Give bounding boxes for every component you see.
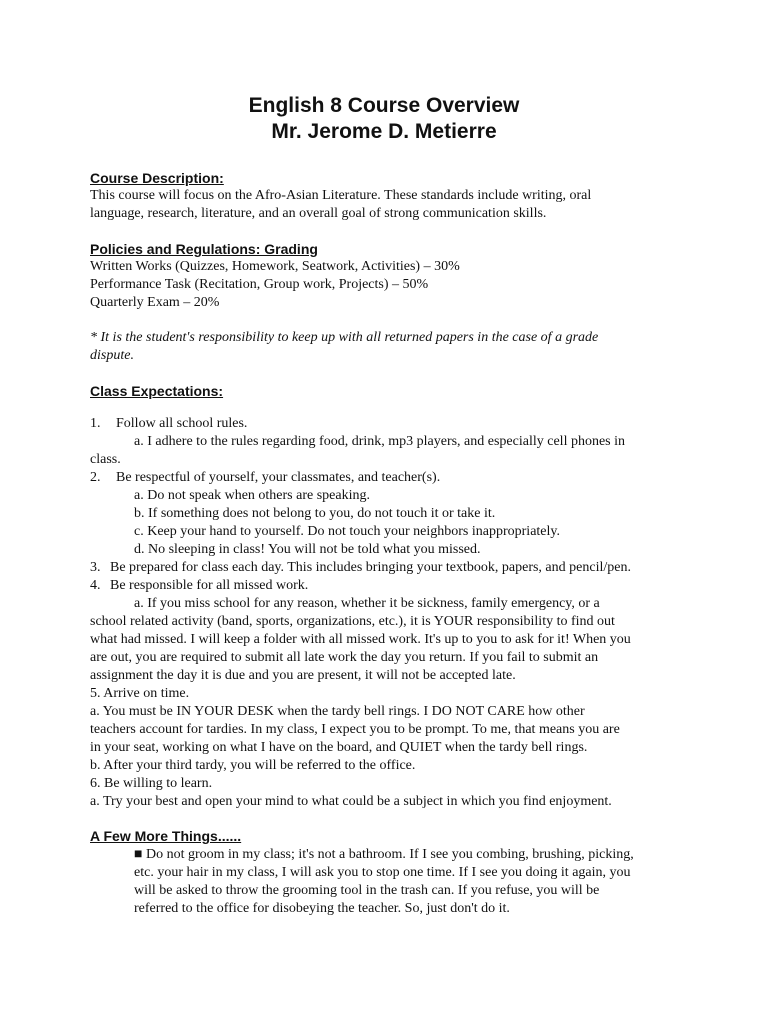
course-title: English 8 Course Overview xyxy=(248,94,520,117)
rule-text: 6. Be willing to learn. xyxy=(90,776,213,791)
rule-number: 3. xyxy=(90,560,101,575)
responsibility-note: * It is the student's responsibility to keep up with all returned papers in the case of a grade xyxy=(90,330,599,345)
course-description-line: This course will focus on the Afro-Asian Literature. These standards include writing, oral xyxy=(90,188,592,203)
rule-text: Be respectful of yourself, your classmates, and teacher(s). xyxy=(116,470,441,485)
rule-text: Be responsible for all missed work. xyxy=(110,578,309,593)
grading-item: Performance Task (Recitation, Group work, Projects) – 50% xyxy=(90,277,429,292)
rule-text: 5. Arrive on time. xyxy=(90,686,190,701)
teacher-name: Mr. Jerome D. Metierre xyxy=(271,120,497,143)
expectations-heading: Class Expectations: xyxy=(90,383,224,399)
rule-subitem: b. If something does not belong to you, do not touch it or take it. xyxy=(134,506,496,521)
rule-subitem: a. I adhere to the rules regarding food, drink, mp3 players, and especially cell phones in xyxy=(134,434,626,449)
grading-item: Quarterly Exam – 20% xyxy=(90,295,220,310)
rule-text: Be prepared for class each day. This includes bringing your textbook, papers, and pencil/pen. xyxy=(110,560,631,575)
more-things-line: etc. your hair in my class, I will ask you to stop one time. If I see you doing it again, you xyxy=(134,865,631,880)
rule-text: in your seat, working on what I have on the board, and QUIET when the tardy bell rings. xyxy=(90,740,588,755)
rule-text: teachers account for tardies. In my class, I expect you to be prompt. To me, that means you are xyxy=(90,722,620,737)
rule-number: 1. xyxy=(90,416,101,431)
grading-item: Written Works (Quizzes, Homework, Seatwork, Activities) – 30% xyxy=(90,259,460,274)
rule-text: class. xyxy=(90,452,121,467)
more-things-line: will be asked to throw the grooming tool in the trash can. If you refuse, you will be xyxy=(134,883,600,898)
more-things-line: ■ Do not groom in my class; it's not a bathroom. If I see you combing, brushing, picking, xyxy=(134,847,634,862)
rule-text: a. Try your best and open your mind to what could be a subject in which you find enjoyment. xyxy=(90,794,612,809)
rule-subitem: d. No sleeping in class! You will not be told what you missed. xyxy=(134,542,481,557)
rule-text: Follow all school rules. xyxy=(116,416,248,431)
course-description-heading: Course Description: xyxy=(90,170,224,186)
rule-number: 4. xyxy=(90,578,101,593)
rule-subitem: a. If you miss school for any reason, whether it be sickness, family emergency, or a xyxy=(134,596,600,611)
more-things-line: referred to the office for disobeying the teacher. So, just don't do it. xyxy=(134,901,510,916)
rule-text: what had missed. I will keep a folder with all missed work. It's up to you to ask for it! When you xyxy=(90,632,631,647)
rule-text: a. You must be IN YOUR DESK when the tardy bell rings. I DO NOT CARE how other xyxy=(90,704,585,719)
rule-text: b. After your third tardy, you will be referred to the office. xyxy=(90,758,416,773)
policies-heading: Policies and Regulations: Grading xyxy=(90,241,318,257)
responsibility-note: dispute. xyxy=(90,348,134,363)
rule-subitem: c. Keep your hand to yourself. Do not touch your neighbors inappropriately. xyxy=(134,524,560,539)
rule-text: are out, you are required to submit all late work the day you return. If you fail to submit an xyxy=(90,650,599,665)
more-things-heading: A Few More Things...... xyxy=(90,828,242,844)
rule-subitem: a. Do not speak when others are speaking. xyxy=(134,488,370,503)
rule-text: assignment the day it is due and you are present, it will not be accepted late. xyxy=(90,668,516,683)
rule-text: school related activity (band, sports, organizations, etc.), it is YOUR responsibility to find out xyxy=(90,614,615,629)
rule-number: 2. xyxy=(90,470,101,485)
course-description-line: language, research, literature, and an overall goal of strong communication skills. xyxy=(90,206,547,221)
